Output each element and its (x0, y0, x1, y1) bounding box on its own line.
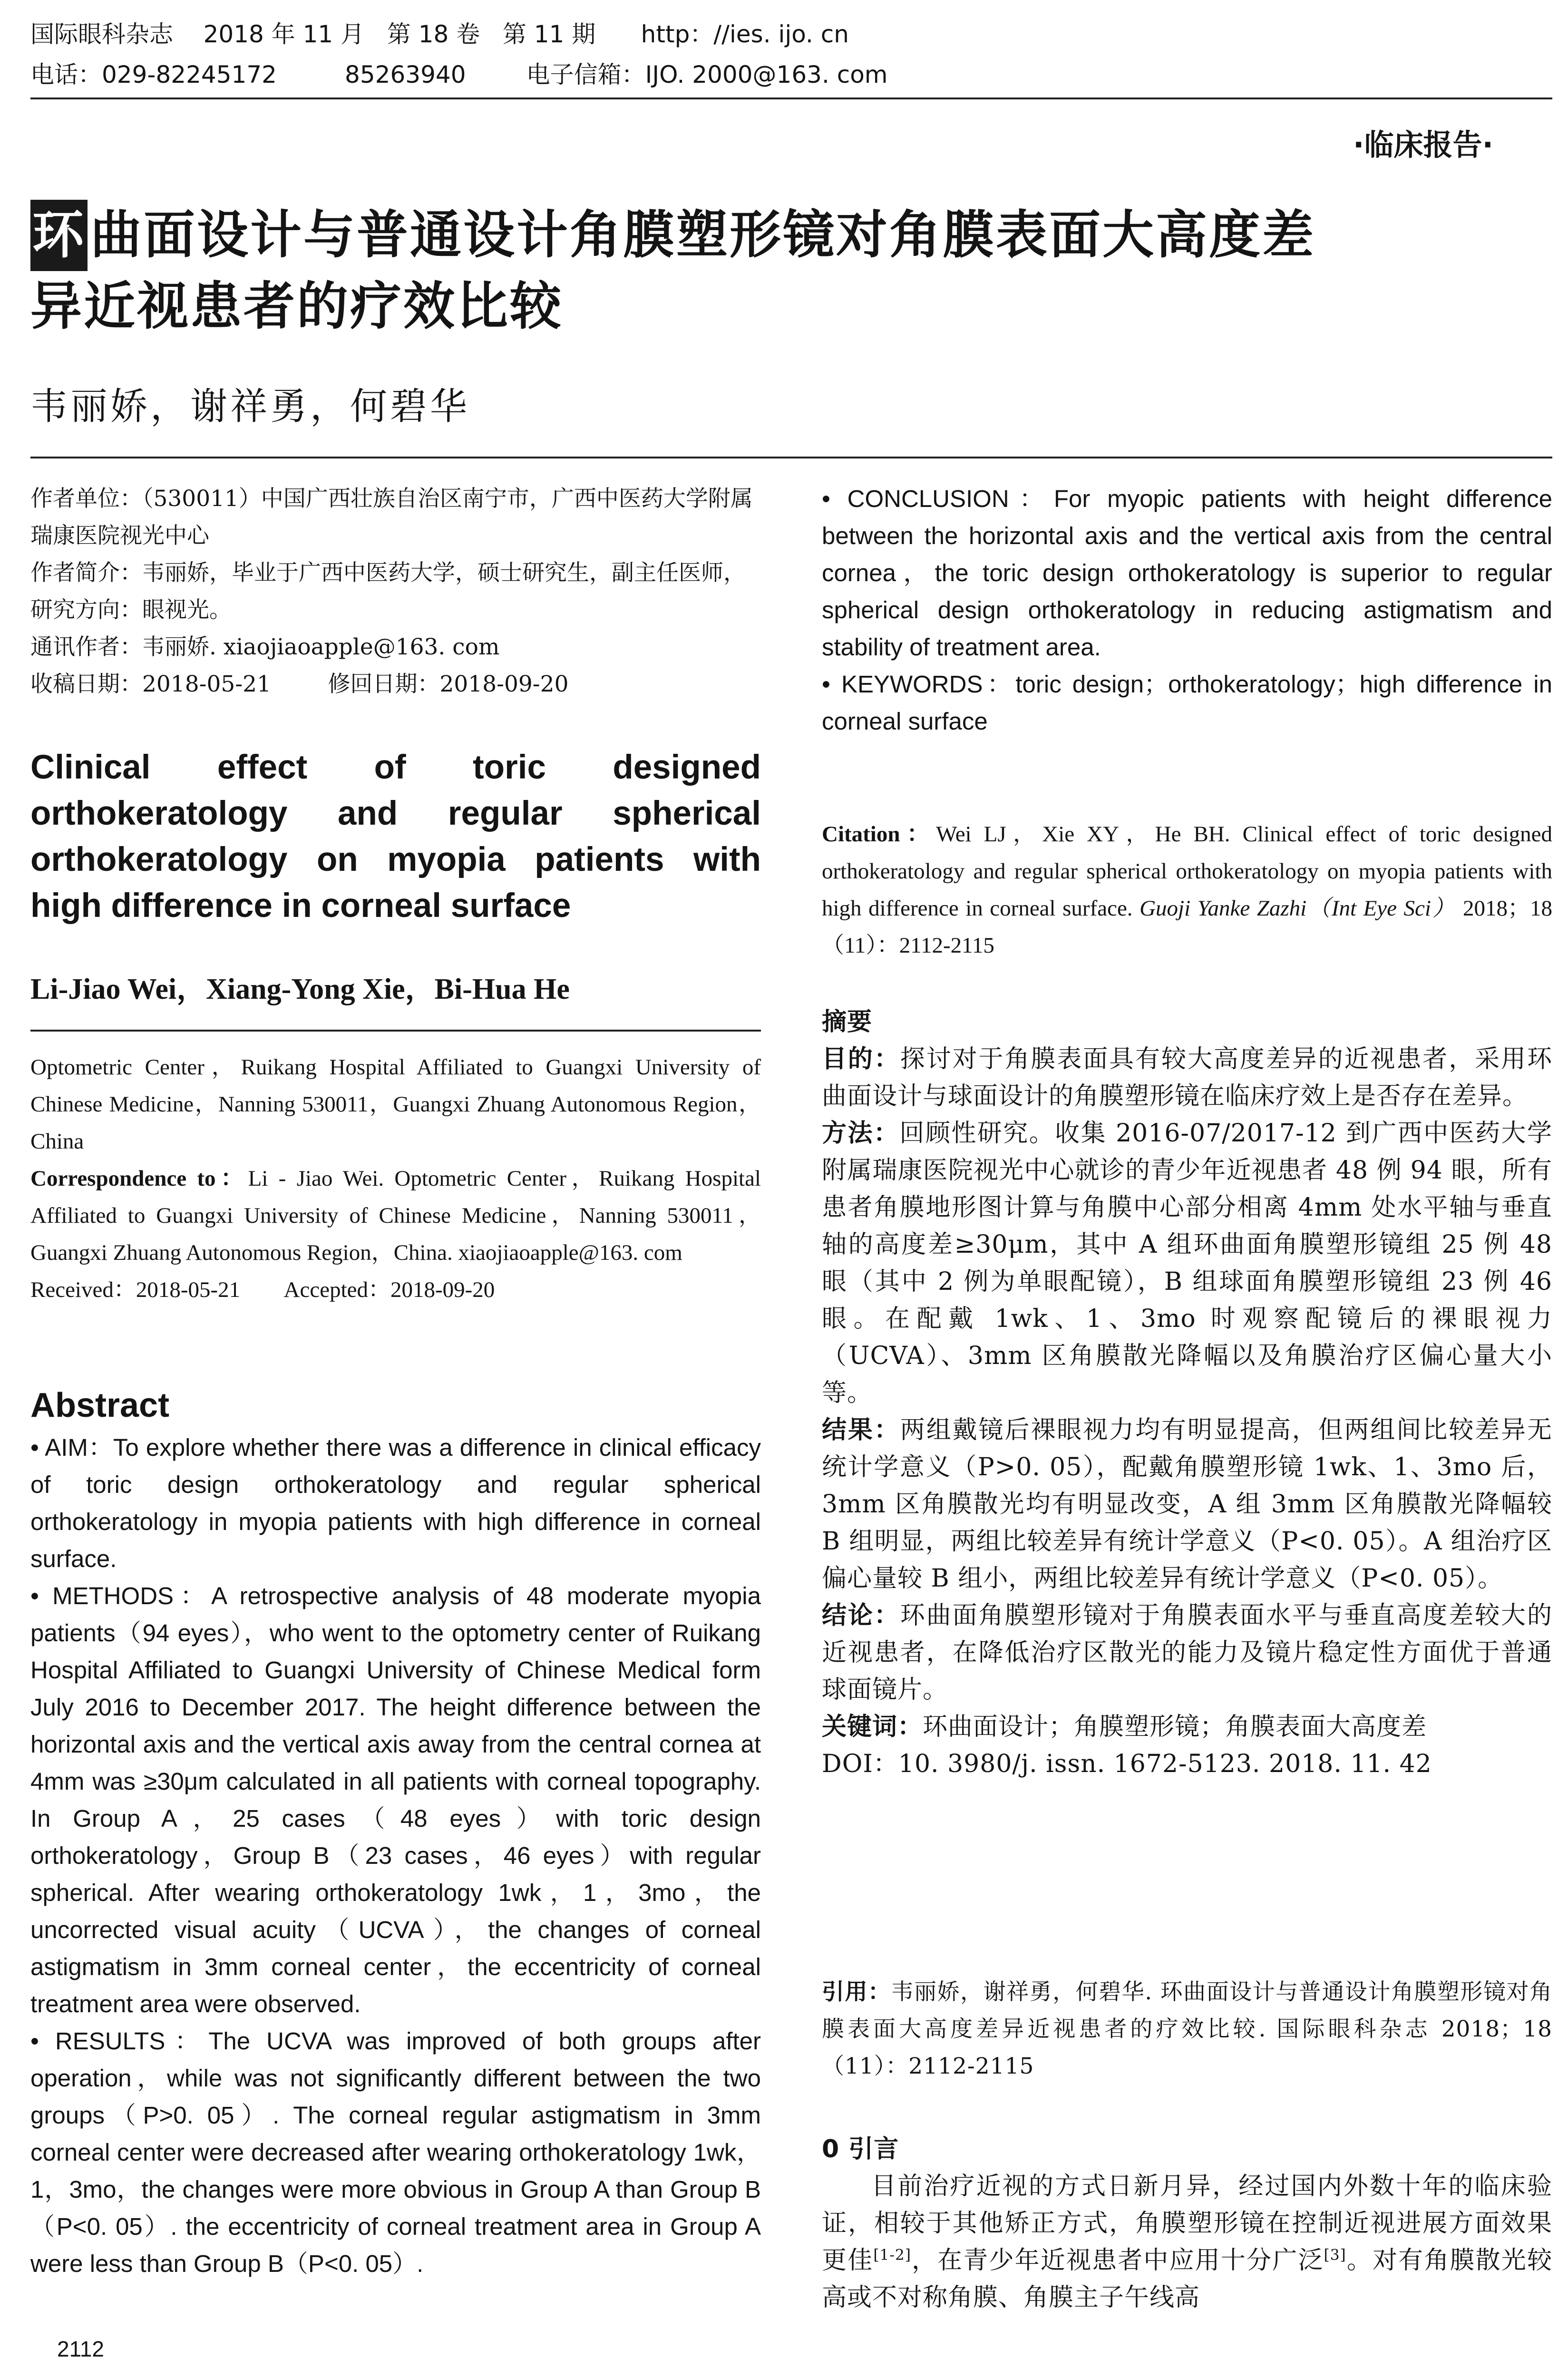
affiliation-block (30, 1049, 761, 1308)
cn-methods-label: 方法： (822, 1119, 900, 1148)
received-dates-en: Received：2018-05-21 Accepted：2018-09-20 (30, 1277, 495, 1302)
author-bio-cn: 作者简介：韦丽娇，毕业于广西中医药大学，硕士研究生，副主任医师，研究方向：眼视光。 (30, 560, 746, 623)
cn-conclusion-text: 环曲面角膜塑形镜对于角膜表面水平与垂直高度差较大的近视患者，在降低治疗区散光的能力及镜片稳定性方面优于普通球面镜片。 (822, 1601, 1552, 1704)
authors-en-rule (30, 1030, 761, 1032)
cn-results-label: 结果： (822, 1416, 900, 1444)
journal-header-line1: 国际眼科杂志 2018 年 11 月 第 18 卷 第 11 期 http：//ies. ijo. cn (30, 20, 849, 48)
citation-label: Citation： (822, 822, 936, 847)
intro-paragraph (822, 2168, 1552, 2316)
citation-text: Wei LJ，Xie XY，He BH. Clinical effect of toric designed orthokeratology and regular spherical orthokeratology on myopia patients with high difference in corneal surface. (822, 822, 1552, 921)
dates-cn: 收稿日期：2018-05-21 修回日期：2018-09-20 (30, 671, 569, 697)
corresponding-author-cn: 通讯作者：韦丽娇. xiaojiaoapple@163. com (30, 634, 500, 660)
abstract-aim (30, 1429, 761, 1578)
cn-aim-text: 探讨对于角膜表面具有较大高度差异的近视患者，采用环曲面设计与球面设计的角膜塑形镜在临床疗效上是否存在差异。 (822, 1045, 1552, 1111)
section-label: ·临床报告· (1353, 127, 1493, 162)
aim-text: To explore whether there was a difference in clinical efficacy of toric design orthokeratology and regular spherical orthokeratology in myopia patients with high difference in corneal surface. (30, 1434, 761, 1572)
intro-ref-a: [1-2] (873, 2246, 911, 2264)
intro-text-c: 。对有角膜散光较高或不对称角膜、角膜主子午线高 (822, 2246, 1552, 2312)
cn-aim-label: 目的： (822, 1045, 900, 1073)
abstract-cn (822, 1003, 1552, 1783)
title-line2: 异近视患者的疗效比较 (30, 277, 564, 336)
intro-heading: 0 引言 (822, 2135, 899, 2163)
cn-keywords (822, 1708, 1552, 1745)
abstract-keywords (822, 666, 1552, 740)
page-number: 2112 (57, 2337, 104, 2361)
abstract-en-left (30, 1429, 761, 2282)
abstract-cn-heading: 摘要 (822, 1008, 873, 1036)
citation-cn (822, 1974, 1552, 2085)
conclusion-label: • CONCLUSION： (822, 485, 1054, 512)
cn-methods-text: 回顾性研究。收集 2016-07/2017-12 到广西中医药大学附属瑞康医院视光中心就诊的青少年近视患者 48 例 94 眼，所有患者角膜地形图计算与角膜中心部分相离 4mm 处水平轴与垂直轴的高度差≥30μm，其中 A 组环曲面角膜塑形镜组 25 例 48 眼（其中 2 例为单眼配镜），B 组球面角膜塑形镜组 23 例 46 眼。在配戴 1wk、1、3mo 时观察配镜后的裸眼视力（UCVA）、3mm 区角膜散光降幅以及角膜治疗区偏心量大小等。 (822, 1119, 1552, 1407)
conclusion-text: For myopic patients with height difference between the horizontal axis and the vertical axis from the central cornea，the toric design orthokeratology is superior to regular spherical design orthokeratology in reducing astigmatism and stability of treatment area. (822, 485, 1552, 661)
header-rule (30, 97, 1552, 99)
cn-results-text: 两组戴镜后裸眼视力均有明显提高，但两组间比较差异无统计学意义（P>0. 05），配戴角膜塑形镜 1wk、1、3mo 后，3mm 区角膜散光均有明显改变，A 组 3mm 区角膜散光降幅较 B 组明显，两组比较差异有统计学意义（P<0. 05）。A 组治疗区偏心量较 B 组小，两组比较差异有统计学意义（P<0. 05）。 (822, 1416, 1552, 1593)
citation-en (822, 816, 1552, 964)
cn-citation-text: 韦丽娇，谢祥勇，何碧华. 环曲面设计与普通设计角膜塑形镜对角膜表面大高度差异近视患者的疗效比较. 国际眼科杂志 2018；18（11）：2112-2115 (822, 1979, 1552, 2079)
authors-en: Li-Jiao Wei，Xiang-Yong Xie，Bi-Hua He (30, 973, 570, 1005)
cn-keywords-label: 关键词： (822, 1713, 923, 1741)
cn-aim (822, 1041, 1552, 1115)
aim-label: • AIM： (30, 1434, 113, 1461)
authors-rule (30, 457, 1552, 458)
keywords-text: toric design；orthokeratology；high difference in corneal surface (822, 671, 1553, 735)
cn-conclusion (822, 1597, 1552, 1708)
intro-text-b: ，在青少年近视患者中应用十分广泛 (911, 2246, 1324, 2275)
methods-label: • METHODS： (30, 1582, 212, 1609)
abstract-en-right (822, 480, 1552, 740)
cn-keywords-text: 环曲面设计；角膜塑形镜；角膜表面大高度差 (923, 1713, 1427, 1741)
keywords-label: • KEYWORDS： (822, 671, 1016, 698)
cn-citation-label: 引用： (822, 1979, 891, 2005)
author-info-block (30, 480, 761, 703)
abstract-results (30, 2023, 761, 2282)
cn-methods (822, 1115, 1552, 1412)
correspondence-en (30, 1160, 761, 1271)
author-affiliation-cn: 作者单位：（530011）中国广西壮族自治区南宁市，广西中医药大学附属瑞康医院视光中心 (30, 486, 753, 549)
intro-text-a: 目前治疗近视的方式日新月异，经过国内外数十年的临床验证，相较于其他矫正方式，角膜塑形镜在控制近视进展方面效果更佳 (822, 2172, 1552, 2275)
cn-citation-paragraph (822, 1974, 1552, 2085)
abstract-heading: Abstract (30, 1386, 170, 1424)
methods-text: A retrospective analysis of 48 moderate myopia patients（94 eyes），who went to the optometry center of Ruikang Hospital Affiliated to Guangxi University of Chinese Medical form July 2016 to December 2017. The height difference between the horizontal axis and the vertical axis away from the central cornea at 4mm was ≥30μm calculated in all patients with corneal topography. In Group A，25 cases（48 eyes）with toric design orthokeratology，Group B（23 cases，46 eyes）with regular spherical. After wearing orthokeratology 1wk，1，3mo，the uncorrected visual acuity（UCVA），the changes of corneal astigmatism in 3mm corneal center，the eccentricity of corneal treatment area were observed. (30, 1582, 761, 2017)
correspondence-label: Correspondence to： (30, 1166, 248, 1191)
abstract-conclusion (822, 480, 1552, 666)
article-title-en: Clinical effect of toric designed orthokeratology and regular spherical orthokeratology on myopia patients with high difference in corneal surface (30, 749, 761, 925)
journal-header-line2: 电话：029-82245172 85263940 电子信箱：IJO. 2000@163. com (30, 61, 888, 88)
introduction (822, 2131, 1552, 2316)
article-title-cn (30, 200, 1543, 342)
intro-ref-b: [3] (1324, 2246, 1346, 2264)
results-label: • RESULTS： (30, 2027, 209, 2055)
correspondence-text: Li - Jiao Wei. Optometric Center，Ruikang Hospital Affiliated to Guangxi University of Chinese Medicine，Nanning 530011，Guangxi Zhuang Autonomous Region，China. xiaojiaoapple@163. com (30, 1166, 761, 1265)
cn-conclusion-label: 结论： (822, 1601, 900, 1630)
citation-tail: 2018；18（11）：2112-2115 (822, 896, 1552, 958)
citation-paragraph (822, 816, 1552, 964)
authors-cn: 韦丽娇，谢祥勇，何碧华 (30, 385, 470, 428)
cn-results (822, 1412, 1552, 1597)
affiliation-en: Optometric Center，Ruikang Hospital Affiliated to Guangxi University of Chinese Medicine，Nanning 530011，Guangxi Zhuang Autonomous Region，China (30, 1055, 761, 1154)
citation-journal: Guoji Yanke Zazhi（Int Eye Sci） (1139, 896, 1456, 921)
abstract-methods (30, 1578, 761, 2023)
title-line1: 曲面设计与普通设计角膜塑形镜对角膜表面大高度差 (90, 205, 1316, 265)
cn-doi: DOI：10. 3980/j. issn. 1672-5123. 2018. 11. 42 (822, 1750, 1432, 1778)
results-text: The UCVA was improved of both groups after operation，while was not significantly different between the two groups（P>0. 05）. The corneal regular astigmatism in 3mm corneal center were decreased after wearing orthokeratology 1wk，1，3mo，the changes were more obvious in Group A than Group B（P<0. 05）. the eccentricity of corneal treatment area in Group A were less than Group B（P<0. 05）. (30, 2027, 761, 2277)
title-badge: 环 (30, 200, 88, 271)
